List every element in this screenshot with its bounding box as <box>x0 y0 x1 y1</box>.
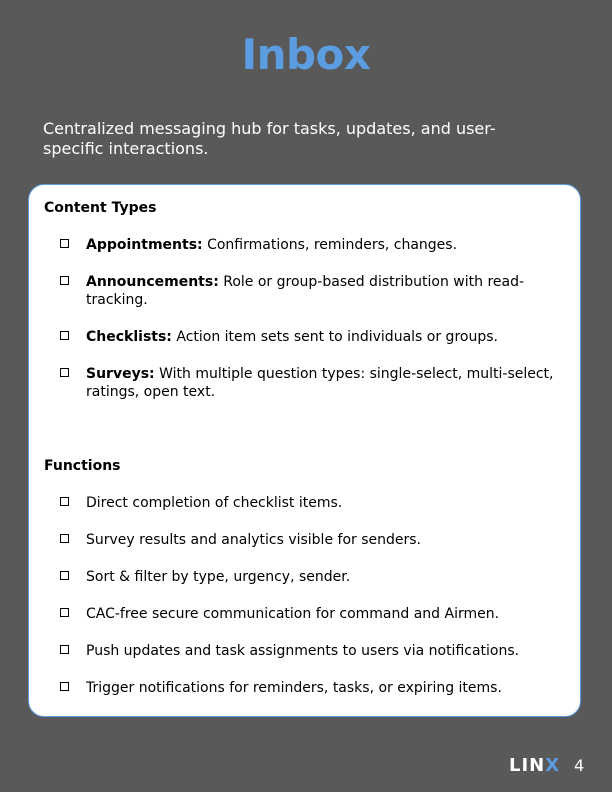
logo-accent-text: X <box>545 755 561 776</box>
linx-logo <box>509 755 560 777</box>
checkbox-icon <box>60 571 69 580</box>
list-item-text: Trigger notifications for reminders, tasks, or expiring items. <box>86 680 502 696</box>
page-subtitle: Centralized messaging hub for tasks, updates, and user-specific interactions. <box>43 119 496 158</box>
page-title: Inbox <box>241 30 371 79</box>
checkbox-icon <box>60 645 69 654</box>
checkbox-icon <box>60 534 69 543</box>
list-item-label: Announcements: <box>86 274 219 290</box>
logo-text: LIN <box>509 755 546 776</box>
list-item-text: Push updates and task assignments to users via notifications. <box>86 643 520 659</box>
list-item-label: Surveys: <box>86 366 155 382</box>
page-number: 4 <box>574 756 585 775</box>
checkbox-icon <box>60 497 69 506</box>
list-item-text <box>86 236 561 254</box>
checkbox-icon <box>60 331 69 340</box>
content-types-heading: Content Types <box>44 200 157 216</box>
list-item-label: Appointments: <box>86 237 203 253</box>
list-item-description: Role or group-based distribution with read-tracking. <box>86 274 525 308</box>
list-item-text: Survey results and analytics visible for senders. <box>86 532 421 548</box>
list-item-text: Direct completion of checklist items. <box>86 495 343 511</box>
checkbox-icon <box>60 608 69 617</box>
list-item-description: Confirmations, reminders, changes. <box>202 237 458 253</box>
list-item-description: With multiple question types: single-select, multi-select, ratings, open text. <box>86 366 554 400</box>
checkbox-icon <box>60 368 69 377</box>
checkbox-icon <box>60 239 69 248</box>
list-item-text <box>86 365 561 401</box>
functions-heading: Functions <box>44 458 121 474</box>
list-item-text: CAC-free secure communication for command and Airmen. <box>86 606 500 622</box>
list-item-description: Action item sets sent to individuals or groups. <box>171 329 498 345</box>
list-item-text <box>86 328 561 346</box>
list-item-label: Checklists: <box>86 329 172 345</box>
checkbox-icon <box>60 276 69 285</box>
list-item-text <box>86 273 561 309</box>
content-card <box>28 184 581 717</box>
checkbox-icon <box>60 682 69 691</box>
list-item-text: Sort & filter by type, urgency, sender. <box>86 569 351 585</box>
